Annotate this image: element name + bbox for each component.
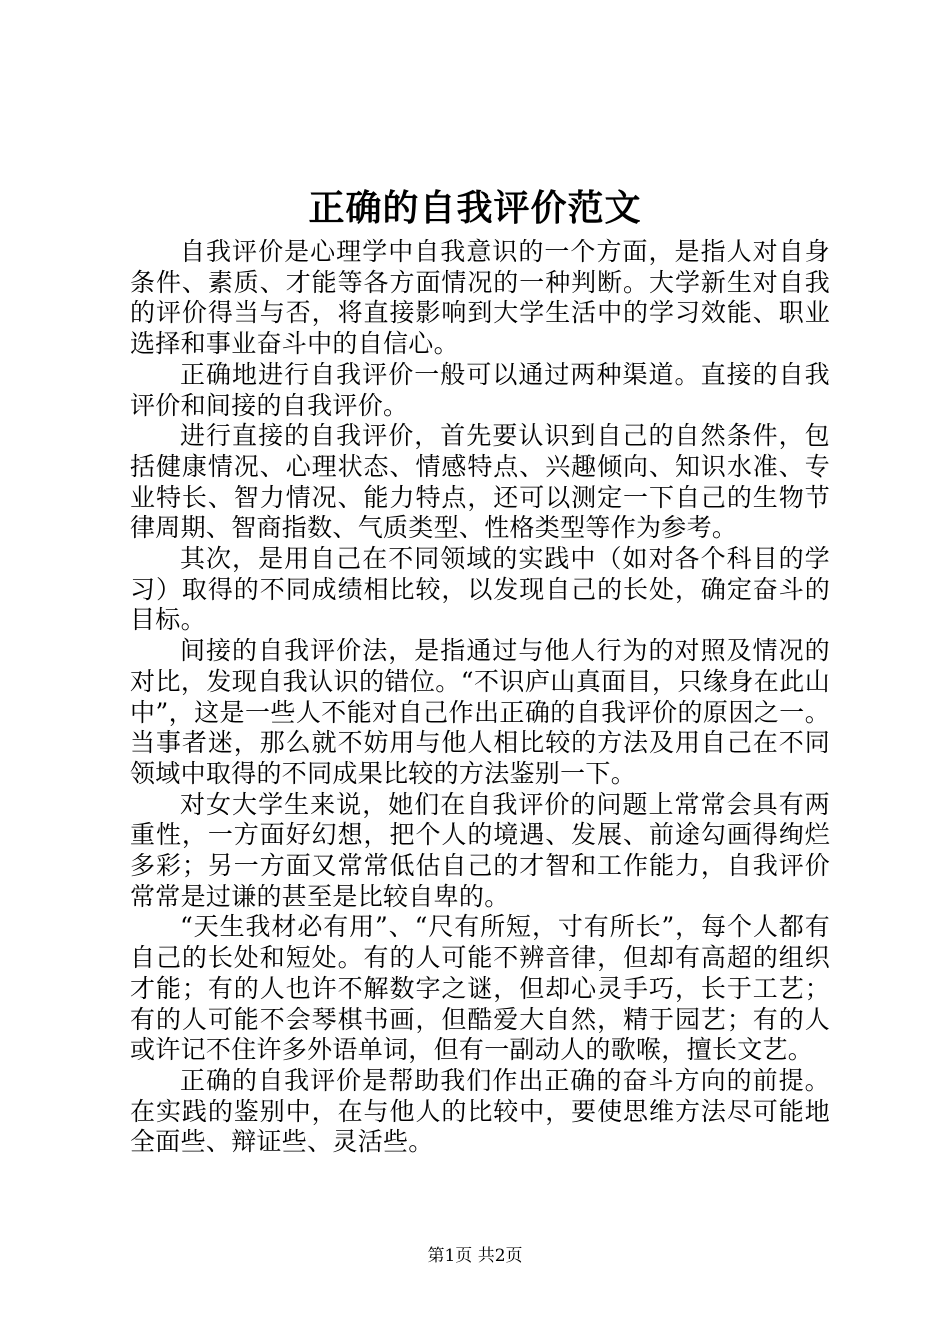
paragraph-8: 正确的自我评价是帮助我们作出正确的奋斗方向的前提。在实践的鉴别中，在与他人的比较中，要使思维方法尽可能地全面些、辩证些、灵活些。 (130, 1065, 830, 1157)
document-title: 正确的自我评价范文 (308, 187, 642, 229)
paragraph-1: 自我评价是心理学中自我意识的一个方面，是指人对自身条件、素质、才能等各方面情况的一种判断。大学新生对自我的评价得当与否，将直接影响到大学生活中的学习效能、职业选择和事业奋斗中的自信心。 (130, 237, 830, 359)
page-footer: 第1页 共2页 (427, 1246, 523, 1266)
paragraph-3: 进行直接的自我评价，首先要认识到自己的自然条件，包括健康情况、心理状态、情感特点、兴趣倾向、知识水准、专业特长、智力情况、能力特点，还可以测定一下自己的生物节律周期、智商指数、气质类型、性格类型等作为参考。 (130, 421, 830, 543)
document-body (130, 237, 830, 1158)
paragraph-2: 正确地进行自我评价一般可以通过两种渠道。直接的自我评价和间接的自我评价。 (130, 359, 830, 420)
paragraph-7: “天生我材必有用”、“尺有所短，寸有所长”，每个人都有自己的长处和短处。有的人可能不辨音律，但却有高超的组织才能；有的人也许不解数字之谜，但却心灵手巧，长于工艺；有的人可能不会琴棋书画，但酷爱大自然，精于园艺；有的人或许记不住许多外语单词，但有一副动人的歌喉，擅长文艺。 (130, 912, 830, 1065)
paragraph-5: 间接的自我评价法，是指通过与他人行为的对照及情况的对比，发现自我认识的错位。“不识庐山真面目，只缘身在此山中”，这是一些人不能对自己作出正确的自我评价的原因之一。当事者迷，那么就不妨用与他人相比较的方法及用自己在不同领域中取得的不同成果比较的方法鉴别一下。 (130, 636, 830, 788)
paragraph-6: 对女大学生来说，她们在自我评价的问题上常常会具有两重性，一方面好幻想，把个人的境遇、发展、前途勾画得绚烂多彩；另一方面又常常低估自己的才智和工作能力，自我评价常常是过谦的甚至是比较自卑的。 (130, 789, 830, 911)
paragraph-4: 其次，是用自己在不同领域的实践中（如对各个科目的学习）取得的不同成绩相比较，以发现自己的长处，确定奋斗的目标。 (130, 544, 830, 635)
